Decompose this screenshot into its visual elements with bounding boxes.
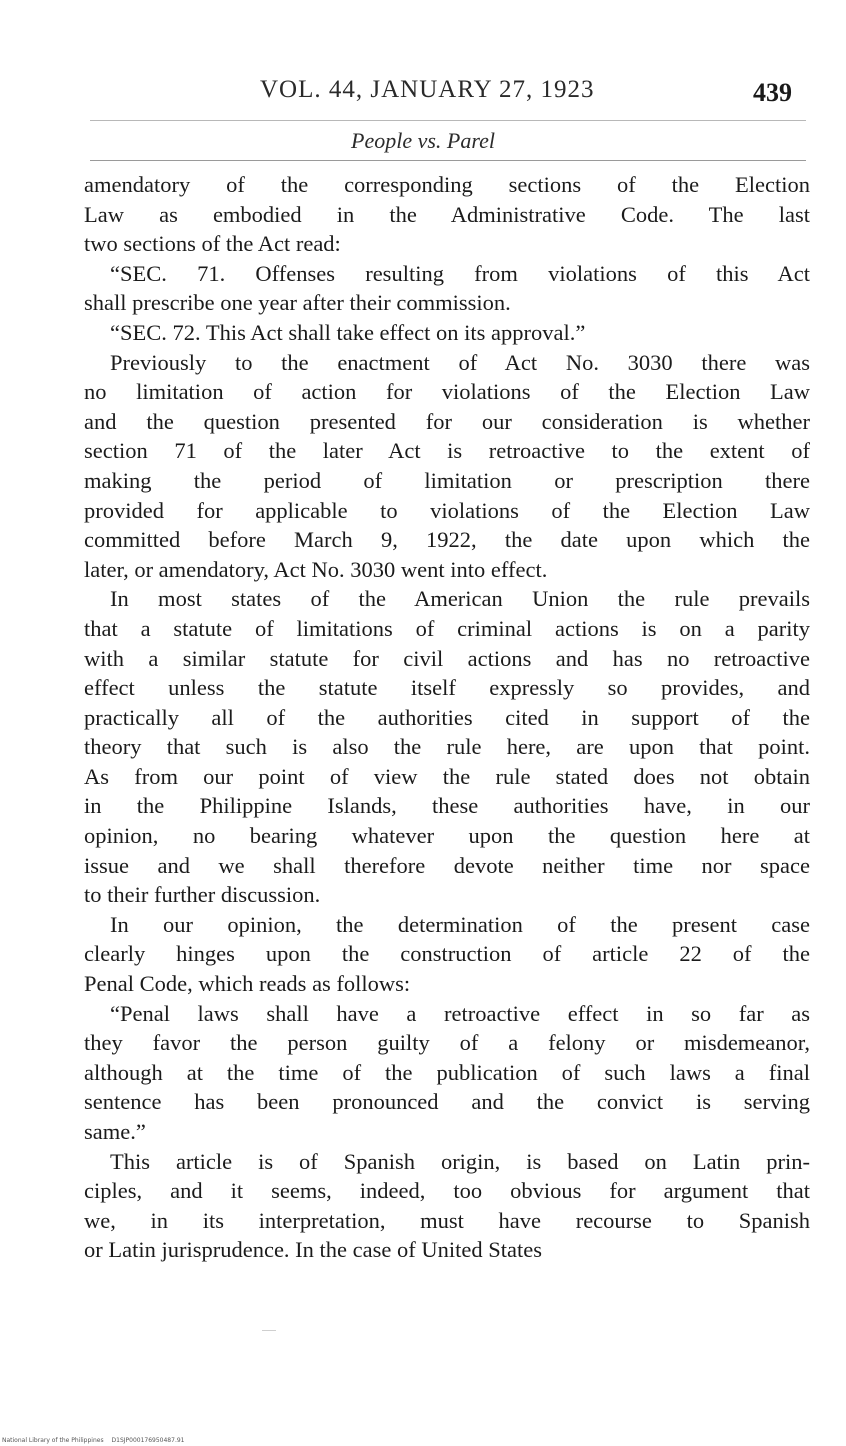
text-line: opinion, no bearing whatever upon the question here at <box>84 823 810 849</box>
text-line: shall prescribe one year after their commission. <box>84 290 511 316</box>
text-line: same.” <box>84 1119 146 1144</box>
text-line: In our opinion, the determination of the present case <box>110 911 810 937</box>
text-line: in the Philippine Islands, these authorities have, in our <box>84 793 810 819</box>
running-header <box>260 72 820 112</box>
text-line: ciples, and it seems, indeed, too obvious for argument that <box>84 1178 810 1204</box>
text-line: Previously to the enactment of Act No. 3030 there was <box>110 349 810 375</box>
text-line: theory that such is also the rule here, are upon that point. <box>84 734 810 760</box>
footer-barcode: D1SJP000176950487.91 <box>111 1437 185 1444</box>
text-line: or Latin jurisprudence. In the case of United States <box>84 1237 542 1263</box>
text-line: and the question presented for our consideration is whether <box>84 408 810 434</box>
text-line: we, in its interpretation, must have recourse to Spanish <box>84 1207 810 1233</box>
text-line: As from our point of view the rule stated does not obtain <box>84 763 810 789</box>
paragraph <box>84 1147 810 1265</box>
header-rule-top <box>90 120 806 121</box>
footer-library: National Library of the Philippines <box>2 1437 104 1444</box>
paragraph <box>84 318 810 348</box>
scan-footer <box>2 1437 190 1444</box>
text-line: Penal Code, which reads as follows: <box>84 971 411 997</box>
paragraph <box>84 584 810 910</box>
header-rule-bottom <box>90 160 806 161</box>
text-line: committed before March 9, 1922, the date upon which the <box>84 527 810 553</box>
paragraph <box>84 170 810 259</box>
volume-line: VOL. 44, JANUARY 27, 1923 <box>260 76 595 103</box>
text-line: provided for applicable to violations of the Election Law <box>84 497 810 523</box>
page-number: 439 <box>753 78 792 107</box>
text-line: section 71 of the later Act is retroactive to the extent of <box>84 438 810 464</box>
text-line: with a similar statute for civil actions and has no retroactive <box>84 645 810 671</box>
text-line: This article is of Spanish origin, is based on Latin prin- <box>110 1148 810 1174</box>
text-line: they favor the person guilty of a felony or misdemeanor, <box>84 1030 810 1056</box>
text-line: that a statute of limitations of criminal actions is on a parity <box>84 615 810 641</box>
paragraph <box>84 259 810 318</box>
text-line: two sections of the Act read: <box>84 231 341 257</box>
text-line: “Penal laws shall have a retroactive effect in so far as <box>110 1000 810 1026</box>
text-line: no limitation of action for violations of the Election Law <box>84 379 810 405</box>
text-line: Law as embodied in the Administrative Code. The last <box>84 201 810 227</box>
text-line: practically all of the authorities cited in support of the <box>84 704 810 730</box>
text-line: to their further discussion. <box>84 882 321 908</box>
text-line: “SEC. 72. This Act shall take effect on its approval.” <box>110 319 586 345</box>
paragraph <box>84 910 810 999</box>
text-line: amendatory of the corresponding sections of the Election <box>84 172 810 197</box>
paragraph <box>84 348 810 585</box>
text-line: effect unless the statute itself expressly so provides, and <box>84 675 810 701</box>
text-line: “SEC. 71. Offenses resulting from violations of this Act <box>110 260 810 286</box>
text-line: clearly hinges upon the construction of article 22 of the <box>84 941 810 967</box>
text-line: later, or amendatory, Act No. 3030 went into effect. <box>84 556 548 582</box>
page-mark <box>262 1330 276 1331</box>
text-line: In most states of the American Union the rule prevails <box>110 586 810 612</box>
text-line: although at the time of the publication of such laws a final <box>84 1059 810 1085</box>
text-line: making the period of limitation or prescription there <box>84 467 810 493</box>
paragraph <box>84 999 810 1147</box>
body-text <box>84 170 810 1265</box>
case-title: People vs. Parel <box>351 128 495 153</box>
text-line: issue and we shall therefore devote neither time nor space <box>84 852 810 878</box>
text-line: sentence has been pronounced and the convict is serving <box>84 1089 810 1115</box>
